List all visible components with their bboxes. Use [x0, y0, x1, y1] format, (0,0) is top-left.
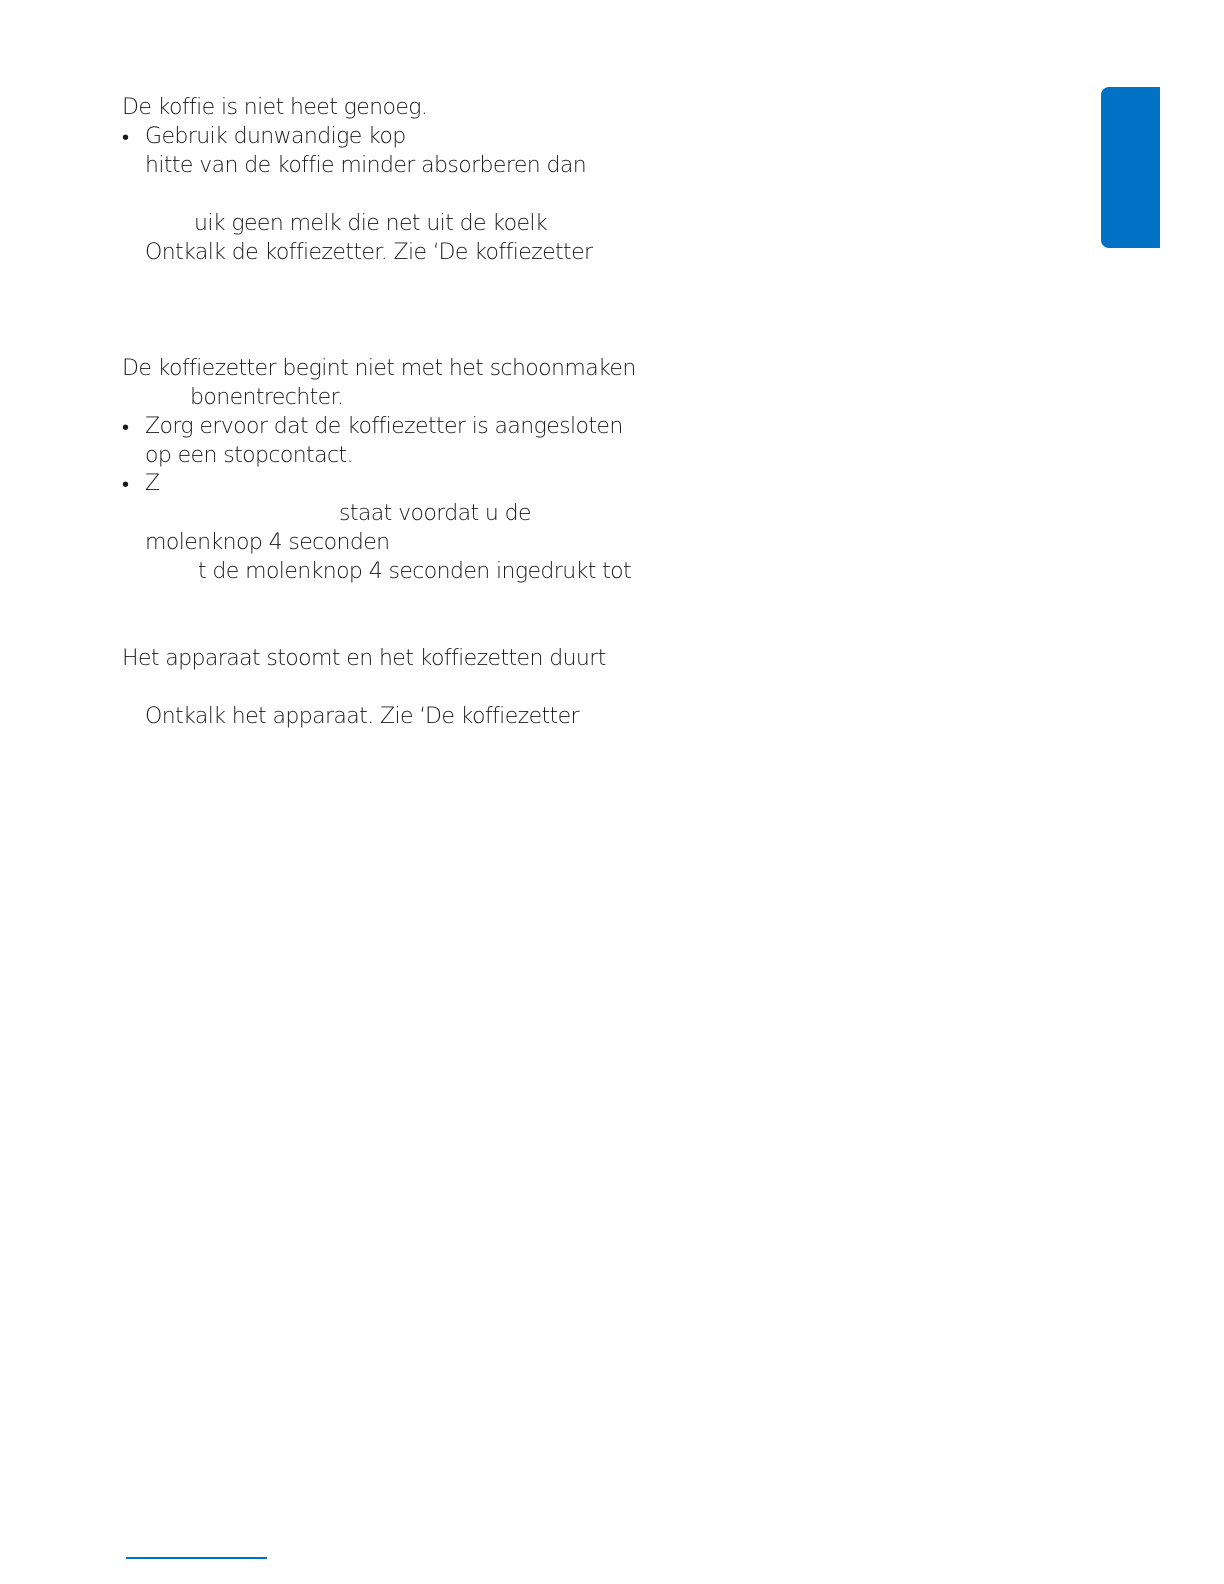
solution-line: Ontkalk het apparaat. Zie ‘De koffiezetter — [145, 704, 579, 729]
footer-rule — [126, 1557, 267, 1559]
problem-heading: Het apparaat stoomt en het koffiezetten duurt — [122, 646, 606, 671]
solution-line: Gebruik dunwandige kop — [145, 124, 406, 149]
solution-line: molenknop 4 seconden — [145, 530, 390, 555]
solution-line: Ontkalk de koffiezetter. Zie ‘De koffiezetter — [145, 240, 593, 265]
solution-line: uik geen melk die net uit de koelk — [194, 211, 548, 236]
language-side-tab — [1101, 87, 1160, 248]
solution-line: op een stopcontact. — [145, 443, 353, 468]
problem-heading: De koffie is niet heet genoeg. — [122, 95, 428, 120]
solution-line: t de molenknop 4 seconden ingedrukt tot — [198, 559, 632, 584]
problem-heading: De koffiezetter begint niet met het schoonmaken — [122, 356, 636, 381]
bullet-icon: • — [122, 472, 130, 496]
bullet-icon: • — [122, 415, 130, 439]
problem-heading-continued: bonentrechter. — [190, 385, 344, 410]
solution-line: Zorg ervoor dat de koffiezetter is aangesloten — [145, 414, 623, 439]
solution-line: staat voordat u de — [339, 501, 531, 526]
bullet-icon: • — [122, 125, 130, 149]
solution-line: hitte van de koffie minder absorberen dan — [145, 153, 587, 178]
solution-line: Z — [145, 471, 160, 496]
